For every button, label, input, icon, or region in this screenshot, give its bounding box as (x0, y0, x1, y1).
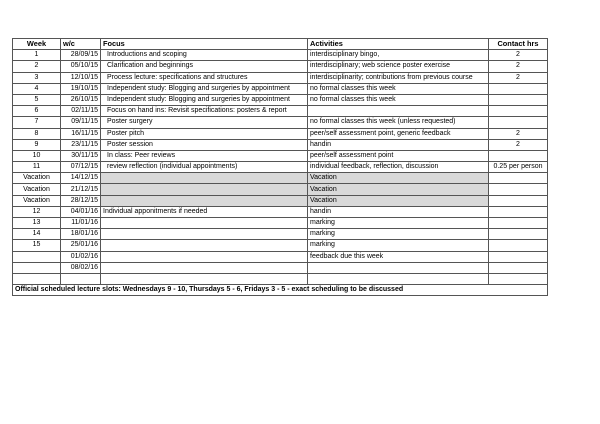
table-row (13, 162, 548, 173)
cell-week: 2 (13, 61, 61, 72)
cell-focus: Independent study: Blogging and surgeries by appointment (101, 94, 308, 105)
cell-wc: 09/11/15 (61, 117, 101, 128)
cell-activities: interdisciplinary; web science poster exercise (308, 61, 489, 72)
cell-focus (101, 184, 308, 195)
table-row (13, 251, 548, 262)
table-row (13, 206, 548, 217)
cell-wc: 23/11/15 (61, 139, 101, 150)
cell-contact (489, 173, 548, 184)
cell-contact: 0.25 per person (489, 162, 548, 173)
cell-week (13, 262, 61, 273)
cell-week: 13 (13, 218, 61, 229)
cell-focus (101, 262, 308, 273)
cell-activities: handin (308, 206, 489, 217)
table-row (13, 128, 548, 139)
cell-contact: 2 (489, 139, 548, 150)
cell-focus: Focus on hand ins: Revisit specifications: posters & report (101, 106, 308, 117)
cell-week: Vacation (13, 173, 61, 184)
header-wc: w/c (61, 39, 101, 50)
cell-contact (489, 229, 548, 240)
table-row (13, 139, 548, 150)
cell-contact (489, 94, 548, 105)
cell-activities: Vacation (308, 173, 489, 184)
cell-focus: Clarification and beginnings (101, 61, 308, 72)
cell-wc: 19/10/15 (61, 83, 101, 94)
cell-wc: 30/11/15 (61, 150, 101, 161)
cell-week: 4 (13, 83, 61, 94)
header-contact-hrs: Contact hrs (489, 39, 548, 50)
cell-focus: Independent study: Blogging and surgeries by appointment (101, 83, 308, 94)
cell-wc: 01/02/16 (61, 251, 101, 262)
cell-wc: 12/10/15 (61, 72, 101, 83)
cell-contact (489, 262, 548, 273)
cell-focus: In class: Peer reviews (101, 150, 308, 161)
cell-week: 6 (13, 106, 61, 117)
cell-wc (61, 273, 101, 284)
table-row (13, 229, 548, 240)
cell-week (13, 251, 61, 262)
cell-focus (101, 195, 308, 206)
table-row (13, 273, 548, 284)
cell-focus: review reflection (individual appointments) (101, 162, 308, 173)
cell-contact (489, 150, 548, 161)
table-row (13, 50, 548, 61)
table-row (13, 117, 548, 128)
cell-wc: 21/12/15 (61, 184, 101, 195)
footer-row (13, 285, 548, 296)
cell-activities (308, 262, 489, 273)
footer-note: Official scheduled lecture slots: Wednesdays 9 - 10, Thursdays 5 - 6, Fridays 3 - 5 - exact scheduling to be discussed (13, 285, 548, 296)
cell-week: Vacation (13, 195, 61, 206)
schedule-table (12, 38, 548, 296)
cell-activities: handin (308, 139, 489, 150)
cell-week: Vacation (13, 184, 61, 195)
cell-week: 5 (13, 94, 61, 105)
cell-focus: Individual apponitments if needed (101, 206, 308, 217)
table-row (13, 61, 548, 72)
cell-contact: 2 (489, 61, 548, 72)
cell-week: 9 (13, 139, 61, 150)
cell-week: 12 (13, 206, 61, 217)
cell-activities: no formal classes this week (308, 83, 489, 94)
cell-wc: 28/09/15 (61, 50, 101, 61)
cell-week: 8 (13, 128, 61, 139)
cell-activities: no formal classes this week (unless requested) (308, 117, 489, 128)
cell-wc: 07/12/15 (61, 162, 101, 173)
table-row (13, 195, 548, 206)
table-row (13, 94, 548, 105)
cell-activities: feedback due this week (308, 251, 489, 262)
cell-week: 1 (13, 50, 61, 61)
cell-wc: 14/12/15 (61, 173, 101, 184)
cell-contact (489, 273, 548, 284)
cell-contact (489, 117, 548, 128)
cell-activities (308, 273, 489, 284)
cell-wc: 18/01/16 (61, 229, 101, 240)
cell-week: 3 (13, 72, 61, 83)
cell-week (13, 273, 61, 284)
cell-contact (489, 184, 548, 195)
table-row (13, 106, 548, 117)
cell-activities: peer/self assessment point (308, 150, 489, 161)
cell-wc: 28/12/15 (61, 195, 101, 206)
cell-contact: 2 (489, 50, 548, 61)
cell-contact (489, 195, 548, 206)
cell-wc: 25/01/16 (61, 240, 101, 251)
table-row (13, 83, 548, 94)
cell-activities: marking (308, 218, 489, 229)
cell-activities: marking (308, 240, 489, 251)
cell-focus (101, 240, 308, 251)
cell-activities: no formal classes this week (308, 94, 489, 105)
table-row (13, 150, 548, 161)
cell-week: 14 (13, 229, 61, 240)
cell-week: 15 (13, 240, 61, 251)
cell-contact (489, 206, 548, 217)
cell-wc: 08/02/16 (61, 262, 101, 273)
cell-wc: 05/10/15 (61, 61, 101, 72)
cell-week: 10 (13, 150, 61, 161)
cell-focus: Poster surgery (101, 117, 308, 128)
cell-wc: 11/01/16 (61, 218, 101, 229)
table-row (13, 184, 548, 195)
cell-contact (489, 218, 548, 229)
cell-wc: 02/11/15 (61, 106, 101, 117)
cell-focus: Poster session (101, 139, 308, 150)
cell-focus: Process lecture: specifications and structures (101, 72, 308, 83)
table-row (13, 173, 548, 184)
cell-focus (101, 251, 308, 262)
cell-contact (489, 251, 548, 262)
cell-focus: Poster pitch (101, 128, 308, 139)
cell-focus: Introductions and scoping (101, 50, 308, 61)
cell-activities: interdisciplinary bingo, (308, 50, 489, 61)
cell-activities: interdisciplinarity; contributions from previous course (308, 72, 489, 83)
header-week: Week (13, 39, 61, 50)
cell-activities: peer/self assessment point, generic feedback (308, 128, 489, 139)
header-activities: Activities (308, 39, 489, 50)
cell-contact: 2 (489, 128, 548, 139)
cell-focus (101, 173, 308, 184)
header-row (13, 39, 548, 50)
table-row (13, 218, 548, 229)
cell-wc: 16/11/15 (61, 128, 101, 139)
cell-contact (489, 83, 548, 94)
cell-activities: individual feedback, reflection, discussion (308, 162, 489, 173)
cell-week: 7 (13, 117, 61, 128)
cell-activities: marking (308, 229, 489, 240)
table-row (13, 262, 548, 273)
table-row (13, 240, 548, 251)
table-row (13, 72, 548, 83)
cell-contact (489, 106, 548, 117)
cell-focus (101, 273, 308, 284)
cell-wc: 26/10/15 (61, 94, 101, 105)
header-focus: Focus (101, 39, 308, 50)
cell-activities: Vacation (308, 195, 489, 206)
cell-contact: 2 (489, 72, 548, 83)
cell-focus (101, 229, 308, 240)
cell-wc: 04/01/16 (61, 206, 101, 217)
cell-contact (489, 240, 548, 251)
cell-activities (308, 106, 489, 117)
cell-activities: Vacation (308, 184, 489, 195)
cell-focus (101, 218, 308, 229)
cell-week: 11 (13, 162, 61, 173)
